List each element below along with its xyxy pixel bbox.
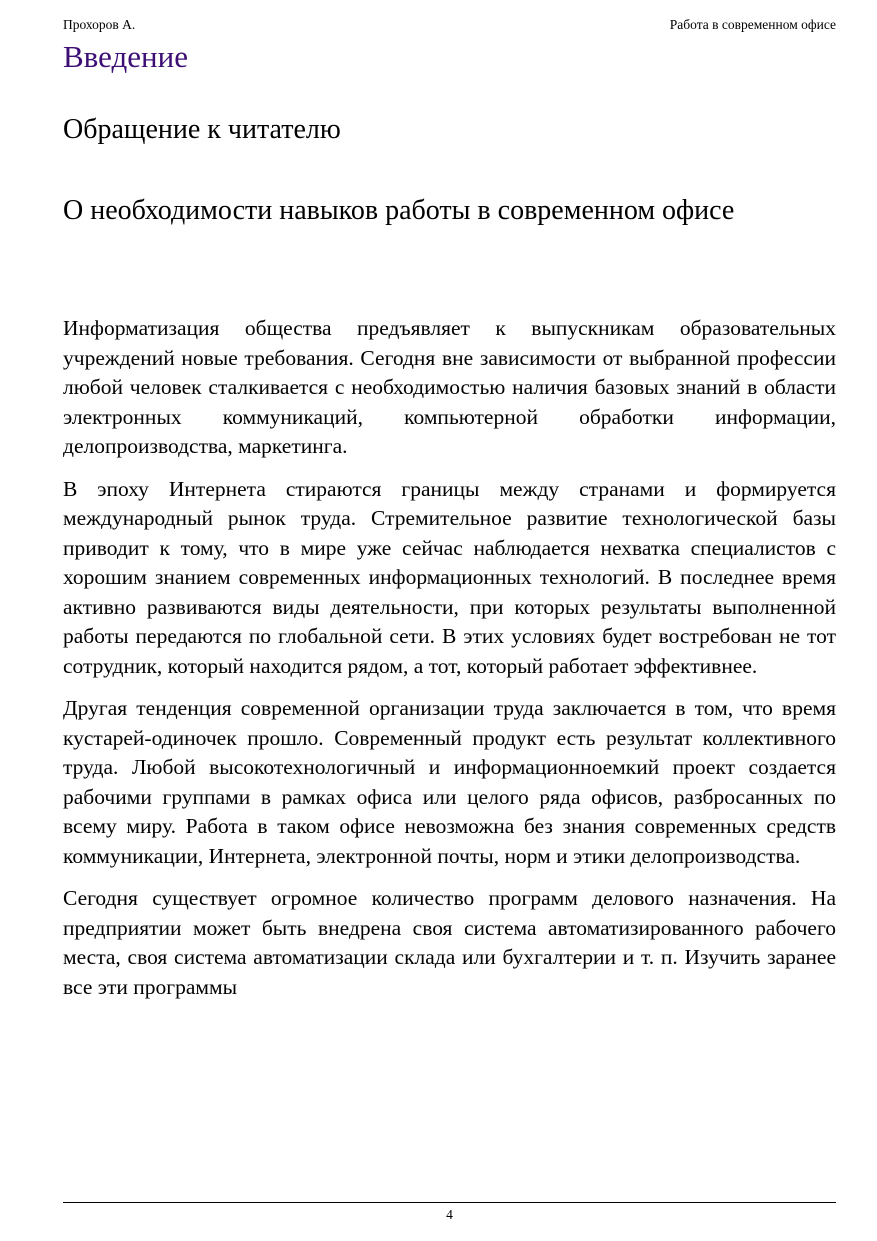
page-number: 4 [446, 1207, 453, 1222]
footer-divider [63, 1202, 836, 1203]
paragraph-2: В эпоху Интернета стираются границы между странами и формируется международный рынок труда. Стремительное развитие технологической базы приводит к тому, что в мире уже сейчас наблюдается нехватка специалистов с хорошим знанием современных информационных технологий. В последнее время активно развиваются виды деятельности, при которых результаты выполненной работы передаются по глобальной сети. В этих условиях будет востребован не тот сотрудник, который находится рядом, а тот, который работает эффективнее. [63, 476, 836, 678]
chapter-title: Введение [63, 39, 188, 74]
paragraph-3: Другая тенденция современной организации труда заключается в том, что время кустарей-одиночек прошло. Современный продукт есть результат коллективного труда. Любой высокотехнологичный и информационноемкий проект создается рабочими группами в рамках офиса или целого ряда офисов, разбросанных по всему миру. Работа в таком офисе невозможна без знания современных средств коммуникации, Интернета, электронной почты, норм и этики делопроизводства. [63, 696, 836, 868]
body-text [63, 314, 836, 999]
paragraph-1: Информатизация общества предъявляет к выпускникам образовательных учреждений новые требования. Сегодня вне зависимости от выбранной профессии любой человек сталкивается с необходимостью наличия базовых знаний в области электронных коммуникаций, компьютерной обработки информации, делопроизводства, маркетинга. [63, 316, 836, 458]
header-book-title: Работа в современном офисе [669, 17, 836, 32]
header-author: Прохоров А. [63, 17, 136, 32]
paragraph-4: Сегодня существует огромное количество программ делового назначения. На предприятии может быть внедрена своя система автоматизированного рабочего места, своя система автоматизации склада или бухгалтерии и т. п. Изучить заранее все эти программы [63, 886, 836, 999]
document-page [63, 0, 836, 1241]
section-title: Обращение к читателю [63, 114, 341, 145]
subsection-title: О необходимости навыков работы в современном офисе [63, 195, 735, 226]
